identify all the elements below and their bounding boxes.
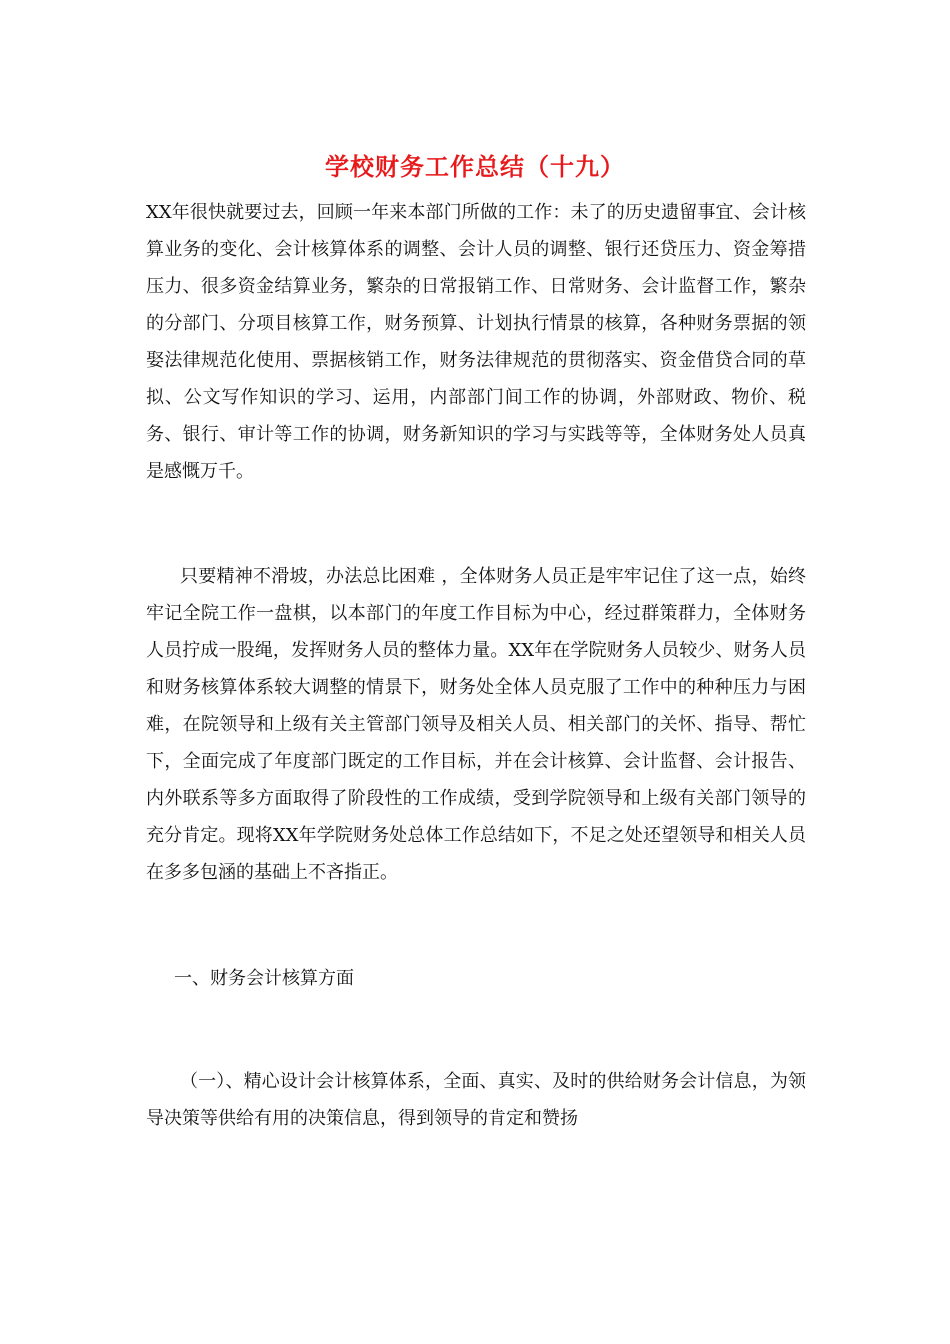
paragraph-intro: XX年很快就要过去，回顾一年来本部门所做的工作：未了的历史遗留事宜、会计核算业务的变化、会计核算体系的调整、会计人员的调整、银行还贷压力、资金筹措压力、很多资金结算业务，繁杂的日常报销工作、日常财务、会计监督工作，繁杂的分部门、分项目核算工作，财务预算、计划执行情景的核算，各种财务票据的领娶法律规范化使用、票据核销工作，财务法律规范的贯彻落实、资金借贷合同的草拟、公文写作知识的学习、运用，内部部门间工作的协调，外部财政、物价、税务、银行、审计等工作的协调，财务新知识的学习与实践等等，全体财务处人员真是感慨万千。 <box>146 202 806 482</box>
section-heading: 一、财务会计核算方面 <box>174 968 354 989</box>
document-title: 学校财务工作总结（十九） <box>325 152 625 181</box>
paragraph-summary: 只要精神不滑坡，办法总比困难 ，全体财务人员正是牢牢记住了这一点，始终牢记全院工作一盘棋，以本部门的年度工作目标为中心，经过群策群力，全体财务人员拧成一股绳，发挥财务人员的整体力量。XX年在学院财务人员较少、财务人员和财务核算体系较大调整的情景下，财务处全体人员克服了工作中的种种压力与困难，在院领导和上级有关主管部门领导及相关人员、相关部门的关怀、指导、帮忙下，全面完成了年度部门既定的工作目标，并在会计核算、会计监督、会计报告、内外联系等多方面取得了阶段性的工作成绩，受到学院领导和上级有关部门领导的充分肯定。现将XX年学院财务处总体工作总结如下，不足之处还望领导和相关人员在多多包涵的基础上不吝指正。 <box>146 566 806 883</box>
subsection-paragraph: （一）、精心设计会计核算体系，全面、真实、及时的供给财务会计信息，为领导决策等供给有用的决策信息，得到领导的肯定和赞扬 <box>146 1071 806 1129</box>
